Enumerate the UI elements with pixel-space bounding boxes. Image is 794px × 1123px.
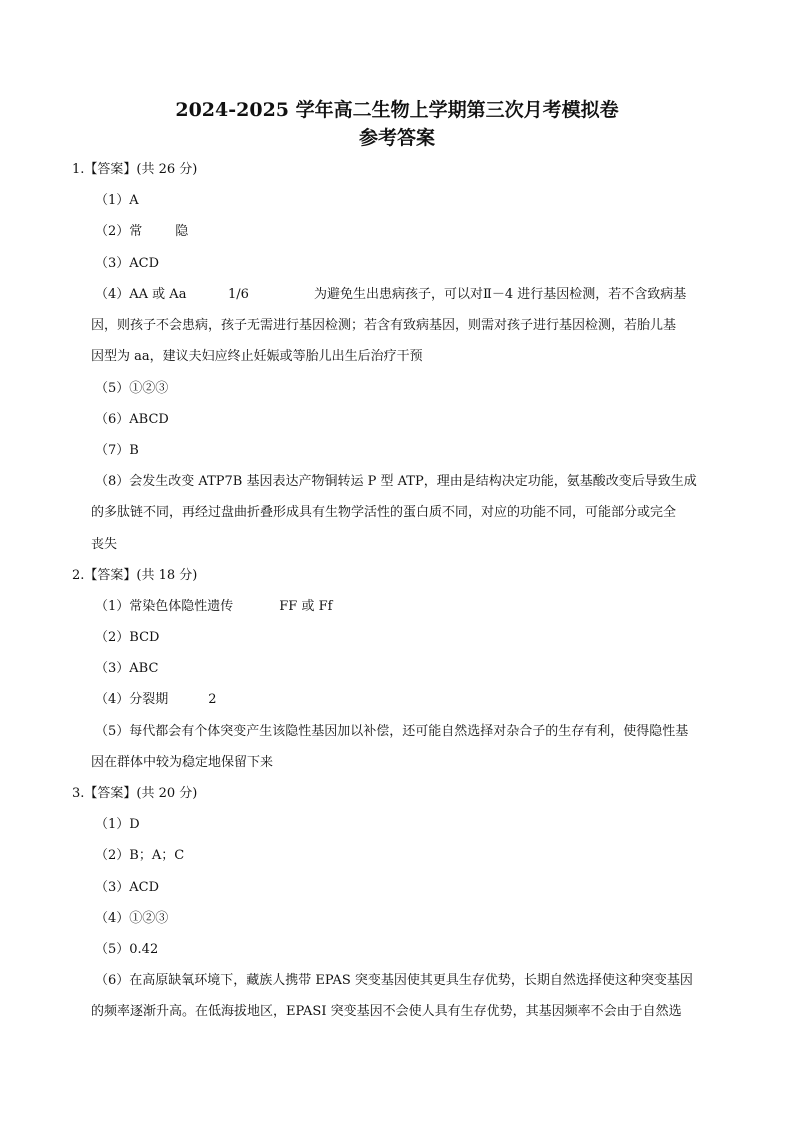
- q1-answer-5: （5）①②③: [95, 381, 169, 396]
- q2-answer-1-value: FF 或 Ff: [279, 599, 333, 614]
- q1-answer-4-fraction: 1/6: [228, 287, 249, 302]
- q3-header: 3.【答案】(共 20 分): [72, 786, 198, 801]
- q1-header: 1.【答案】(共 26 分): [72, 162, 198, 177]
- q1-answer-4-text-1: 为避免生出患病孩子，可以对Ⅱ－4 进行基因检测，若不含致病基: [314, 287, 687, 302]
- q3-answer-3: （3）ACD: [95, 880, 160, 895]
- q3-answer-6-text-1: （6）在高原缺氧环境下，藏族人携带 EPAS 突变基因使其更具生存优势，长期自然选择使这种突变基因: [95, 973, 693, 988]
- q3-answer-5: （5）0.42: [95, 942, 159, 957]
- q3-answer-2: （2）B；A；C: [95, 848, 185, 863]
- q1-answer-4-label: （4）AA 或 Aa: [95, 287, 187, 302]
- q2-answer-5-text-2: 因在群体中较为稳定地保留下来: [91, 755, 274, 770]
- q1-answer-3: （3）ACD: [95, 256, 160, 271]
- q2-answer-5-text-1: （5）每代都会有个体突变产生该隐性基因加以补偿，还可能自然选择对杂合子的生存有利，使得隐性基: [95, 724, 689, 739]
- q1-answer-2-label: （2）常: [95, 224, 143, 239]
- q1-answer-8-text-2: 的多肽链不同，再经过盘曲折叠形成具有生物学活性的蛋白质不同，对应的功能不同，可能部分或完全: [91, 505, 677, 520]
- q1-answer-2: [95, 223, 188, 241]
- q1-answer-8-text-3: 丧失: [91, 537, 118, 552]
- q2-answer-1-label: （1）常染色体隐性遗传: [95, 599, 234, 614]
- q1-answer-1: （1）A: [95, 193, 139, 208]
- q1-answer-2-value: 隐: [175, 224, 189, 239]
- q2-answer-3: （3）ABC: [95, 661, 159, 676]
- q2-answer-4: [95, 691, 217, 709]
- q2-answer-1: [95, 598, 332, 616]
- page-subtitle: 参考答案: [358, 127, 435, 149]
- q3-answer-4: （4）①②③: [95, 911, 169, 926]
- page-title: 2024-2025 学年高二生物上学期第三次月考模拟卷: [175, 99, 619, 121]
- q3-answer-1: （1）D: [95, 817, 140, 832]
- q2-answer-4-label: （4）分裂期: [95, 692, 169, 707]
- q2-answer-4-value: 2: [208, 692, 217, 707]
- q1-answer-6: （6）ABCD: [95, 412, 169, 427]
- q1-answer-7: （7）B: [95, 443, 139, 458]
- q2-header: 2.【答案】(共 18 分): [72, 568, 198, 583]
- q1-answer-4-text-3: 因型为 aa，建议夫妇应终止妊娠或等胎儿出生后治疗干预: [91, 349, 423, 364]
- q2-answer-2: （2）BCD: [95, 630, 160, 645]
- q3-answer-6-text-2: 的频率逐渐升高。在低海拔地区，EPASI 突变基因不会使人具有生存优势，其基因频率不会由于自然选: [91, 1004, 682, 1019]
- q1-answer-4-text-2: 因，则孩子不会患病，孩子无需进行基因检测；若含有致病基因，则需对孩子进行基因检测，若胎儿基: [91, 318, 677, 333]
- q1-answer-8-text-1: （8）会发生改变 ATP7B 基因表达产物铜转运 P 型 ATP，理由是结构决定功能，氨基酸改变后导致生成: [95, 474, 697, 489]
- q1-answer-4: [95, 286, 186, 304]
